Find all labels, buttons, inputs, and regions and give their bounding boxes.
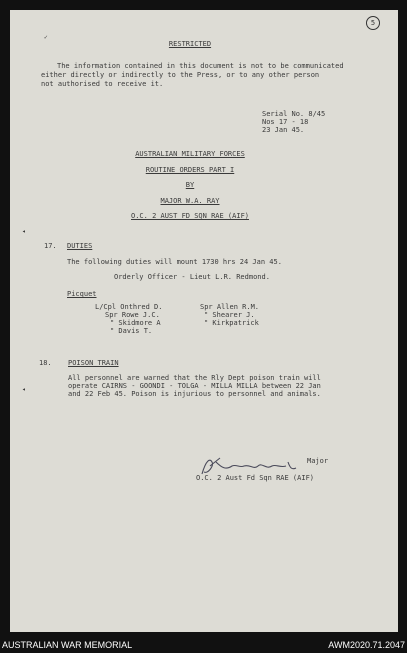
margin-mark: ◂: [22, 386, 26, 393]
picquet-name: L/Cpl Onthred D.: [95, 303, 163, 311]
title-line-3: BY: [185, 181, 195, 189]
margin-mark: ✓: [44, 34, 48, 41]
picquet-name: Spr Allen R.M.: [200, 303, 260, 311]
picquet-heading: Picquet: [67, 290, 97, 298]
serial-number: Serial No. 8/45: [262, 110, 326, 118]
page-number: 5: [366, 16, 380, 30]
title-line-2: ROUTINE ORDERS PART I: [145, 166, 235, 174]
order-numbers: Nos 17 - 18: [262, 118, 309, 126]
notice-line-3: not authorised to receive it.: [41, 80, 164, 88]
order-17-heading: DUTIES: [67, 242, 93, 250]
order-date: 23 Jan 45.: [262, 126, 305, 134]
order-18-heading: POISON TRAIN: [68, 359, 119, 367]
order-17-number: 17.: [44, 242, 57, 250]
notice-line-1: The information contained in this document is not to be communicated: [57, 62, 344, 70]
margin-mark: ◂: [22, 228, 26, 235]
picquet-name: " Kirkpatrick: [204, 319, 259, 327]
picquet-name: " Davis T.: [110, 327, 153, 335]
title-line-1: AUSTRALIAN MILITARY FORCES: [135, 150, 245, 158]
order-18-line-2: operate CAIRNS - GOONDI - TOLGA - MILLA MILLA between 22 Jan: [68, 382, 321, 390]
signatory-title: O.C. 2 Aust Fd Sqn RAE (AIF): [196, 474, 315, 482]
footer-accession-number: AWM2020.71.2047: [328, 640, 405, 650]
title-line-5: O.C. 2 AUST FD SQN RAE (AIF): [130, 212, 250, 220]
orderly-officer: Orderly Officer - Lieut L.R. Redmond.: [114, 273, 270, 281]
restricted-heading: RESTRICTED: [168, 40, 212, 48]
title-line-4: MAJOR W.A. RAY: [160, 197, 220, 205]
order-18-line-1: All personnel are warned that the Rly Dept poison train will: [68, 374, 321, 382]
notice-line-2: either directly or indirectly to the Press, or to any other person: [41, 71, 320, 79]
order-18-line-3: and 22 Feb 45. Poison is injurious to personnel and animals.: [68, 390, 321, 398]
footer-institution: AUSTRALIAN WAR MEMORIAL: [2, 640, 133, 650]
picquet-name: " Skidmore A: [110, 319, 161, 327]
picquet-name: " Shearer J.: [204, 311, 255, 319]
signatory-rank: Major: [307, 457, 329, 465]
order-18-number: 18.: [39, 359, 52, 367]
picquet-name: Spr Rowe J.C.: [105, 311, 160, 319]
order-17-text: The following duties will mount 1730 hrs 24 Jan 45.: [67, 258, 282, 266]
